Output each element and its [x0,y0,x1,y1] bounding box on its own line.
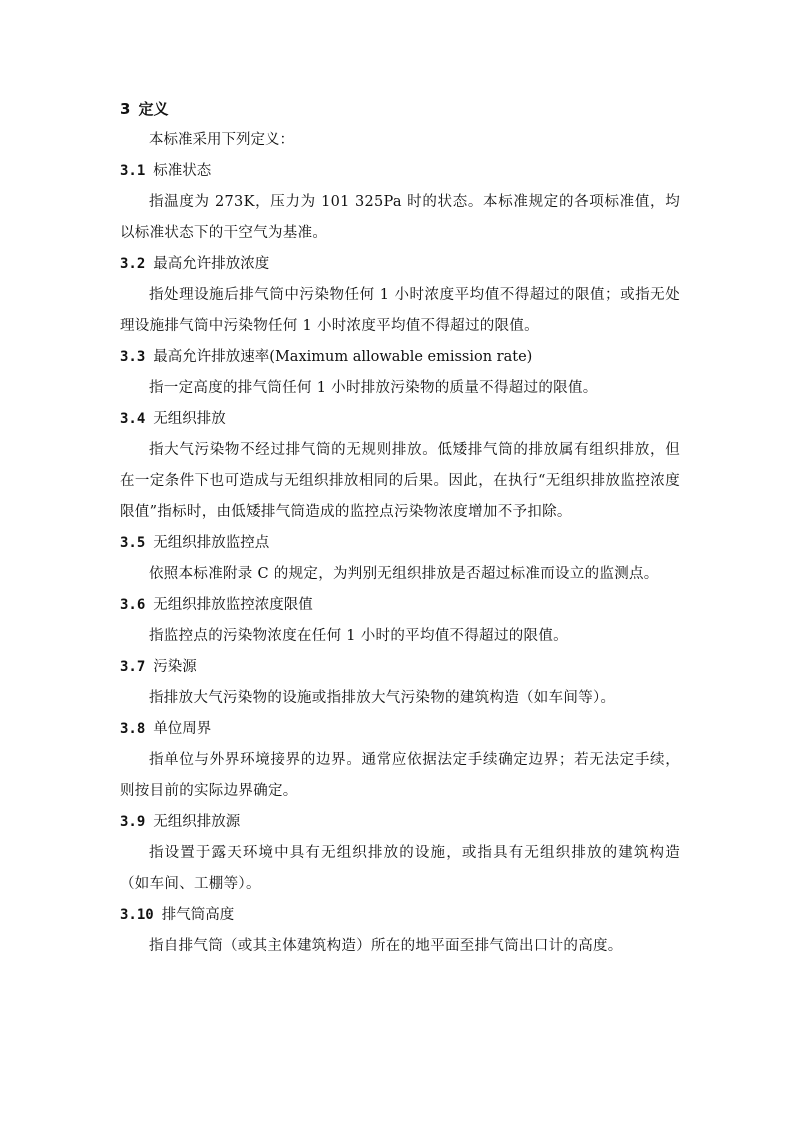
section-intro: 本标准采用下列定义： [149,132,294,148]
term-item [120,807,680,900]
document-content [120,94,680,962]
term-heading [120,404,680,435]
term-number: 3.9 [120,814,146,830]
term-definition: 依照本标准附录 C 的规定，为判别无组织排放是否超过标准而设立的监测点。 [149,566,659,582]
term-name: 无组织排放监控浓度限值 [153,597,313,613]
term-definition: 指大气污染物不经过排气筒的无规则排放。低矮排气筒的排放属有组织排放，但在一定条件下也可造成与无组织排放相同的后果。因此，在执行“无组织排放监控浓度限值”指标时，由低矮排气筒造成的监控点污染物浓度增加不予扣除。 [120,442,680,520]
section-number: 3 [120,100,131,118]
term-name: 单位周界 [153,721,212,737]
term-definition: 指自排气筒（或其主体建筑构造）所在的地平面至排气筒出口计的高度。 [149,938,623,954]
term-item [120,528,680,590]
term-item [120,156,680,249]
term-definition: 指排放大气污染物的设施或指排放大气污染物的建筑构造（如车间等）。 [149,690,616,706]
term-number: 3.2 [120,256,146,272]
term-name: 污染源 [153,659,197,675]
term-number: 3.7 [120,659,146,675]
term-item [120,590,680,652]
term-heading [120,590,680,621]
term-heading [120,342,680,373]
term-item [120,714,680,807]
term-item [120,249,680,342]
term-heading [120,156,680,187]
term-heading [120,652,680,683]
term-name: 无组织排放 [153,411,226,427]
term-definition: 指设置于露天环境中具有无组织排放的设施，或指具有无组织排放的建筑构造（如车间、工棚等）。 [120,845,680,892]
term-definition: 指监控点的污染物浓度在任何 1 小时的平均值不得超过的限值。 [149,628,568,644]
term-number: 3.10 [120,907,154,923]
term-name: 最高允许排放浓度 [153,256,270,272]
term-heading [120,249,680,280]
term-definition: 指温度为 273K，压力为 101 325Pa 时的状态。本标准规定的各项标准值，均以标准状态下的干空气为基准。 [120,194,680,241]
term-number: 3.3 [120,349,146,365]
term-definition: 指一定高度的排气筒任何 1 小时排放污染物的质量不得超过的限值。 [149,380,598,396]
term-number: 3.5 [120,535,146,551]
term-item [120,900,680,962]
term-number: 3.1 [120,163,146,179]
term-heading [120,714,680,745]
term-name: 标准状态 [153,163,212,179]
term-item [120,652,680,714]
term-item [120,404,680,528]
term-name: 无组织排放监控点 [153,535,270,551]
section-heading [120,94,680,125]
term-item [120,342,680,404]
term-definition: 指处理设施后排气筒中污染物任何 1 小时浓度平均值不得超过的限值；或指无处理设施排气筒中污染物任何 1 小时浓度平均值不得超过的限值。 [120,287,680,334]
term-number: 3.8 [120,721,146,737]
term-definition: 指单位与外界环境接界的边界。通常应依据法定手续确定边界；若无法定手续，则按目前的实际边界确定。 [120,752,680,799]
section-title: 定义 [138,100,169,118]
term-name: 排气筒高度 [161,907,235,923]
term-number: 3.4 [120,411,146,427]
term-heading [120,807,680,838]
term-name: 无组织排放源 [153,814,241,830]
term-heading [120,528,680,559]
term-heading [120,900,680,931]
term-name: 最高允许排放速率(Maximum allowable emission rate) [153,349,533,365]
term-number: 3.6 [120,597,146,613]
